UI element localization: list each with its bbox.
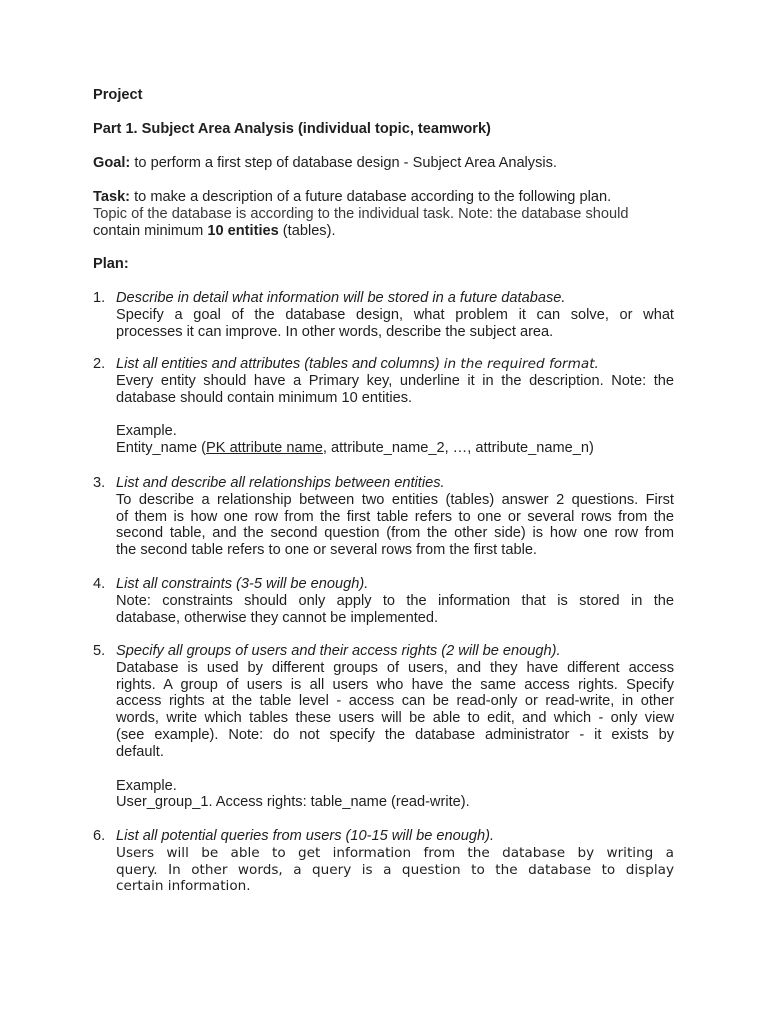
plan-item-number: 1.: [93, 290, 106, 306]
plan-item-line: the second table refers to one or several rows from the first table.: [116, 542, 537, 559]
example-pk-attribute: PK attribute name: [206, 440, 323, 457]
goal-text: to perform a first step of database design - Subject Area Analysis.: [130, 155, 557, 171]
example-label: Example.: [116, 423, 177, 440]
plan-item-line: To describe a relationship between two entities (tables) answer 2 questions. First: [116, 491, 674, 508]
plan-item-line: default.: [116, 743, 164, 760]
plan-item-line: database, otherwise they cannot be implemented.: [116, 609, 439, 626]
plan-item-line: query. In other words, a query is a question to the database to display: [116, 861, 674, 878]
example-entity-format: [116, 440, 674, 457]
plan-item-line: Database is used by different groups of users, and they have different access: [116, 659, 674, 676]
plan-item-line: Specify a goal of the database design, what problem it can solve, or what: [116, 306, 674, 323]
plan-item-line: certain information.: [116, 878, 251, 895]
goal-paragraph: [93, 155, 674, 172]
plan-item-line: Users will be able to get information from the database by writing a: [116, 844, 674, 861]
task-line-2: Topic of the database is according to the individual task. Note: the database should: [93, 205, 629, 222]
plan-item-number: 4.: [93, 576, 106, 592]
example-label: Example.: [116, 777, 177, 794]
plan-item-title: List all potential queries from users (10-15 will be enough).: [116, 828, 495, 844]
part-title: Part 1. Subject Area Analysis (individual topic, teamwork): [93, 121, 491, 137]
plan-item-title: Describe in detail what information will be stored in a future database.: [116, 290, 566, 306]
project-heading: Project: [93, 87, 143, 103]
plan-item-line: words, write which tables these users will be able to edit, and which - only view: [116, 710, 674, 727]
task-line-3-post: (tables).: [278, 222, 336, 239]
goal-label: Goal:: [93, 155, 131, 171]
example-attributes: , attribute_name_2, …, attribute_name_n): [322, 440, 594, 457]
plan-item-number: 2.: [93, 356, 106, 372]
example-access-rights: User_group_1. Access rights: table_name (read-write).: [116, 794, 470, 811]
example-entity-name: Entity_name (: [116, 440, 207, 457]
plan-item-line: Note: constraints should only apply to the information that is stored in the: [116, 592, 674, 609]
plan-item-title: Specify all groups of users and their access rights (2 will be enough).: [116, 643, 561, 659]
task-paragraph: [93, 189, 674, 239]
plan-item-title: List all constraints (3-5 will be enough).: [116, 576, 369, 592]
plan-item-line: access rights at the table level - access can be read-only or read-write, in other: [116, 693, 674, 710]
plan-item-line: processes it can improve. In other words, describe the subject area.: [116, 323, 554, 340]
plan-item-line: second table, and the second question (from the other side) is how one row from: [116, 525, 674, 542]
plan-item-number: 6.: [93, 828, 106, 844]
plan-heading: Plan:: [93, 256, 129, 272]
plan-item-title-format: in the required format.: [443, 356, 599, 372]
plan-item-line: rights. A group of users is all users who have the same access rights. Specify: [116, 676, 674, 693]
plan-item-number: 3.: [93, 475, 106, 491]
plan-item-line: database should contain minimum 10 entities.: [116, 389, 413, 406]
task-label: Task:: [93, 189, 131, 205]
plan-item-line: Every entity should have a Primary key, underline it in the description. Note: the: [116, 372, 674, 389]
task-min-entities: 10 entities: [207, 222, 279, 239]
plan-item-line: (see example). Note: do not specify the database administrator - it exists by: [116, 726, 674, 743]
plan-item-title: List and describe all relationships between entities.: [116, 475, 445, 491]
plan-item-line: of them is how one row from the first table refers to one or several rows from the: [116, 508, 674, 525]
task-text: to make a description of a future database according to the following plan.: [130, 189, 612, 205]
plan-item-number: 5.: [93, 643, 106, 659]
task-line-3-pre: contain minimum: [93, 222, 208, 239]
plan-item-title: List all entities and attributes (tables and columns): [116, 356, 444, 372]
